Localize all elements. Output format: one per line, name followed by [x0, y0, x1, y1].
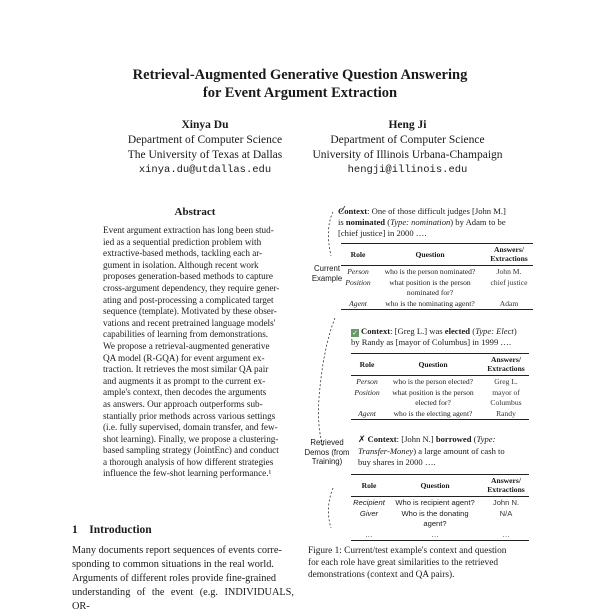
abstract-line: Event argument extraction has long been stud- — [103, 225, 274, 235]
abstract-line: We propose a retrieval-augmented generative — [103, 340, 270, 351]
context-text: : [Greg L.] was — [390, 326, 445, 336]
table-header-row — [341, 244, 533, 266]
context-text: ) — [513, 326, 517, 336]
abstract-line: and augments it as prompt to the current ex- — [103, 375, 266, 386]
connector-dash — [328, 212, 333, 256]
label-line: Example — [311, 273, 343, 283]
abstract-line: vations and recent pretrained language models' — [103, 317, 276, 328]
current-context — [338, 206, 533, 239]
caption-line: Figure 1: Current/test example's context and question — [308, 546, 507, 556]
author-department: Department of Computer Science — [127, 134, 283, 146]
question-cell: who is the electing agent? — [383, 408, 483, 420]
context-text: : [John N.] — [396, 434, 436, 444]
context-text: is — [338, 217, 346, 227]
context-label: Context — [338, 206, 368, 216]
section-title: Introduction — [89, 524, 152, 536]
abstract-line: proposes generation-based methods to capture — [103, 271, 273, 282]
label-line: Current — [314, 264, 340, 273]
title-line-2: for Event Argument Extraction — [202, 85, 398, 101]
question-cell: who is the person nominated? — [384, 266, 476, 276]
figure-caption — [308, 545, 530, 581]
context-text: ( — [385, 217, 391, 227]
role-cell: Agent — [351, 408, 383, 420]
abstract-line: ample's context, then decodes the arguments — [103, 387, 267, 398]
author-block-2 — [300, 118, 515, 178]
table-header-row — [351, 475, 529, 497]
answer-cell: John M. — [496, 266, 522, 276]
intro-line: Arguments of different roles provide fine-grained — [72, 573, 277, 584]
col-header-role: Role — [341, 244, 375, 266]
abstract-line: shot learning). Finally, we propose a clustering- — [103, 433, 279, 444]
paper-title — [0, 66, 600, 102]
abstract-line: cross-argument dependency, they require gener- — [103, 282, 280, 293]
trigger-word: elected — [444, 326, 471, 336]
question-cell: … — [387, 529, 483, 541]
role-cell: Recipient — [353, 497, 385, 507]
current-qa-table — [341, 243, 533, 310]
answer-cell: … — [483, 529, 529, 541]
section-heading — [72, 524, 152, 536]
question-cell: what position is the person elected for? — [392, 388, 474, 407]
check-icon: ✓ — [352, 329, 358, 337]
abstract-line: (i.e. fully supervised, domain transfer, and few- — [103, 422, 278, 433]
intro-line: understanding of the event (e.g. INDIVIDUALS, OR- — [72, 587, 294, 612]
abstract-heading: Abstract — [174, 206, 216, 218]
event-type: Transfer-Money — [358, 446, 414, 456]
question-cell: Who is recipient agent? — [395, 497, 475, 507]
role-cell: Giver — [359, 509, 379, 519]
abstract-line: based sampling strategy (JointEnc) and conduct — [103, 445, 279, 456]
context-text: ( — [471, 434, 477, 444]
intro-body — [72, 544, 294, 614]
retrieved-context-positive — [351, 326, 533, 348]
col-header-question: Question — [383, 354, 483, 376]
role-cell: Position — [354, 388, 380, 398]
question-cell: who is the person elected? — [392, 376, 474, 386]
col-header-answers: Answers/ Extractions — [485, 244, 533, 266]
table-row — [351, 408, 529, 420]
col-header-role: Role — [351, 354, 383, 376]
role-cell: Agent — [341, 298, 375, 310]
col-header-question: Question — [375, 244, 485, 266]
question-cell: who is the nominating agent? — [375, 298, 485, 310]
figure-1 — [305, 198, 535, 538]
answer-cell: chief justice — [490, 278, 528, 288]
context-text: ( — [470, 326, 476, 336]
context-text: ) a large amount of cash to — [413, 446, 505, 456]
author-department: Department of Computer Science — [330, 134, 485, 146]
role-cell: Person — [356, 376, 378, 386]
context-text: ) by Adam to be — [450, 217, 506, 227]
retrieved-qa-table-positive — [351, 353, 529, 420]
table-row — [351, 529, 529, 541]
abstract-line: as answers. Our approach outperforms sub- — [103, 398, 263, 409]
col-header-answers: Answers/ Extractions — [483, 354, 529, 376]
intro-line: sponding to common situations in the real world. — [72, 559, 274, 570]
author-email[interactable]: hengji@illinois.edu — [347, 164, 468, 176]
event-type: Type: nomination — [390, 217, 451, 227]
caption-line: for each role have great similarities to the retrieved — [308, 558, 498, 568]
table-header-row — [351, 354, 529, 376]
table-row — [351, 496, 529, 508]
abstract-line: sequence (template). Motivated by these obser- — [103, 306, 277, 317]
author-university: University of Illinois Urbana-Champaign — [312, 149, 503, 161]
answer-cell: N/A — [499, 509, 513, 519]
context-label: Context — [361, 326, 391, 336]
label-line: Demos (from — [304, 447, 350, 457]
connector-dash — [319, 318, 336, 446]
abstract-line: capabilities of learning from demonstrations. — [103, 329, 269, 340]
abstract-line: extractive-based methods, tackling each ar- — [103, 248, 263, 259]
context-text: [chief justice] in 2000 …. — [338, 228, 427, 238]
abstract-line: ating and post-processing a complicated target — [103, 294, 274, 305]
section-number: 1 — [72, 524, 78, 536]
retrieved-context-negative — [358, 434, 533, 468]
abstract-line: a thorough analysis of how different strategies — [103, 456, 274, 467]
label-line: Training) — [311, 457, 343, 466]
abstract-line: stantially prior methods across various settings — [103, 410, 276, 421]
event-type: Type: — [476, 434, 496, 444]
abstract-line: gument in isolation. Although recent work — [103, 259, 259, 270]
context-text: : One of those difficult judges [John M.] — [367, 206, 506, 216]
title-line-1: Retrieval-Augmented Generative Question Answering — [132, 67, 468, 83]
question-cell: what position is the person nominated for? — [389, 278, 471, 297]
event-type: Type: Elect — [475, 326, 514, 336]
trigger-word: borrowed — [435, 434, 472, 444]
label-line: Retrieved — [310, 438, 344, 447]
role-cell: Person — [347, 266, 369, 276]
table-row — [341, 277, 533, 298]
author-email[interactable]: xinya.du@utdallas.edu — [138, 164, 272, 176]
connector-dash — [328, 488, 333, 528]
intro-line: Many documents report sequences of events corre- — [72, 545, 282, 556]
trigger-word: nominated — [345, 217, 386, 227]
abstract-line: influence the few-shot learning performance.¹ — [103, 468, 272, 479]
abstract-line: QA model (R-GQA) for event argument ex- — [103, 352, 265, 363]
cross-icon: ✗ — [358, 435, 366, 445]
answer-cell: Greg L. — [494, 376, 518, 386]
caption-line: demonstrations (context and QA pairs). — [308, 570, 455, 580]
role-cell: Position — [345, 278, 371, 288]
col-header-answers: Answers/ Extractions — [483, 475, 529, 497]
author-university: The University of Texas at Dallas — [127, 149, 283, 161]
context-label: Context — [367, 434, 397, 444]
question-cell: Who is the donating agent? — [401, 509, 469, 528]
table-row — [351, 508, 529, 529]
retrieved-qa-table-negative — [351, 474, 529, 541]
abstract-body — [103, 225, 286, 480]
col-header-question: Question — [387, 475, 483, 497]
col-header-role: Role — [351, 475, 387, 497]
table-row — [351, 387, 529, 408]
table-row — [351, 375, 529, 387]
answer-cell: John N. — [492, 497, 520, 507]
author-block-1 — [110, 118, 300, 178]
answer-cell: Adam — [485, 298, 533, 310]
answer-cell: mayor of Columbus — [490, 388, 522, 407]
context-text: buy shares in 2000 …. — [358, 457, 436, 467]
abstract-line: traction. It retrieves the most similar QA pair — [103, 364, 269, 375]
answer-cell: Randy — [483, 408, 529, 420]
author-name: Heng Ji — [388, 119, 427, 131]
retrieved-demos-label — [301, 438, 353, 467]
author-name: Xinya Du — [181, 119, 229, 131]
table-row — [341, 298, 533, 310]
table-row — [341, 265, 533, 277]
abstract-line: ied as a sequential prediction problem with — [103, 236, 262, 247]
context-text: by Randy as [mayor of Columbus] in 1999 …. — [351, 337, 512, 347]
role-cell: … — [351, 529, 387, 541]
